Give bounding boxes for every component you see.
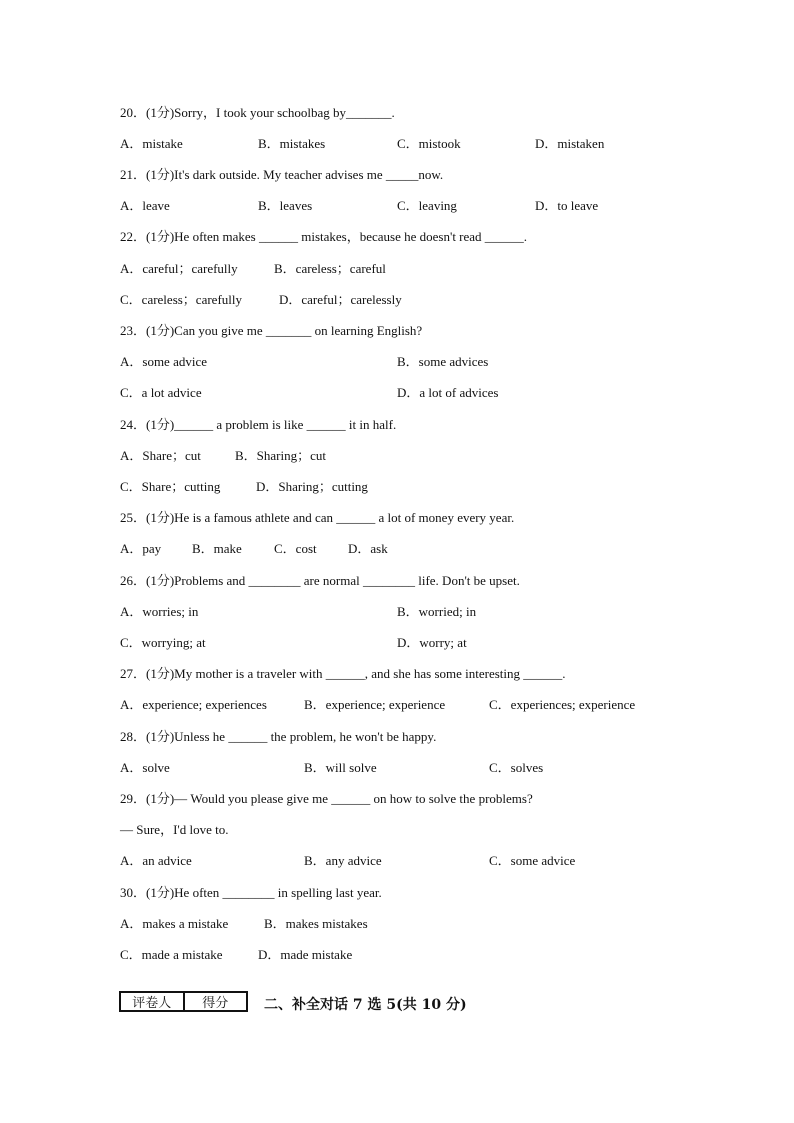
option-c: C．worrying; at [120, 635, 206, 650]
option-d: D．careful；carelessly [279, 292, 402, 307]
question-stem: 20．(1分)Sorry，I took your schoolbag by_______. [120, 105, 395, 120]
option-b: B．will solve [304, 760, 377, 775]
option-d: D．a lot of advices [397, 385, 499, 400]
question-stem: 29．(1分)— Would you please give me ______ on how to solve the problems? [120, 791, 533, 806]
option-b: B．careless；careful [274, 261, 386, 276]
option-b: B．makes mistakes [264, 916, 368, 931]
option-c: C．careless；carefully [120, 292, 243, 307]
option-d: D．Sharing；cutting [256, 479, 368, 494]
option-c: C．leaving [397, 198, 457, 213]
question-stem: 22．(1分)He often makes ______ mistakes，because he doesn't read ______. [120, 229, 528, 244]
option-c: C．some advice [489, 853, 576, 868]
question-stem: 25．(1分)He is a famous athlete and can ______ a lot of money every year. [120, 510, 515, 525]
question-stem: 23．(1分)Can you give me _______ on learning English? [120, 323, 423, 338]
option-a: A．solve [120, 760, 170, 775]
option-c: C．a lot advice [120, 385, 202, 400]
question-stem: 28．(1分)Unless he ______ the problem, he won't be happy. [120, 729, 437, 744]
score-cell: 得分 [183, 993, 247, 1010]
question-stem: 30．(1分)He often ________ in spelling last year. [120, 885, 382, 900]
option-b: B．worried; in [397, 604, 477, 619]
option-a: A．an advice [120, 853, 192, 868]
option-d: D．worry; at [397, 635, 467, 650]
option-b: B．make [192, 541, 242, 556]
option-b: B．Sharing；cut [235, 448, 326, 463]
question-stem: 26．(1分)Problems and ________ are normal ________ life. Don't be upset. [120, 573, 520, 588]
option-b: B．some advices [397, 354, 489, 369]
option-a: A．worries; in [120, 604, 199, 619]
option-c: C．mistook [397, 136, 461, 151]
option-c: C．experiences; experience [489, 697, 636, 712]
option-b: B．mistakes [258, 136, 326, 151]
option-a: A．mistake [120, 136, 183, 151]
question-stem: 24．(1分)______ a problem is like ______ it in half. [120, 417, 397, 432]
option-c: C．made a mistake [120, 947, 223, 962]
option-b: B．any advice [304, 853, 382, 868]
score-table [119, 991, 248, 1012]
question-stem: 27．(1分)My mother is a traveler with ______, and she has some interesting ______. [120, 666, 566, 681]
option-a: A．leave [120, 198, 170, 213]
option-c: C．Share；cutting [120, 479, 221, 494]
option-a: A．experience; experiences [120, 697, 267, 712]
option-d: D．ask [348, 541, 388, 556]
option-b: B．leaves [258, 198, 313, 213]
option-c: C．cost [274, 541, 317, 556]
option-d: D．to leave [535, 198, 599, 213]
option-a: A．pay [120, 541, 162, 556]
reviewer-cell: 评卷人 [132, 996, 172, 1011]
section-title: 二、补全对话 7 选 5(共 10 分) [264, 997, 467, 1013]
option-b: B．experience; experience [304, 697, 446, 712]
option-d: D．mistaken [535, 136, 605, 151]
question-dialogue-reply: — Sure，I'd love to. [120, 822, 229, 837]
option-a: A．makes a mistake [120, 916, 229, 931]
option-a: A．Share；cut [120, 448, 201, 463]
option-d: D．made mistake [258, 947, 353, 962]
option-c: C．solves [489, 760, 544, 775]
option-a: A．some advice [120, 354, 208, 369]
question-stem: 21．(1分)It's dark outside. My teacher advises me _____now. [120, 167, 444, 182]
option-a: A．careful；carefully [120, 261, 238, 276]
